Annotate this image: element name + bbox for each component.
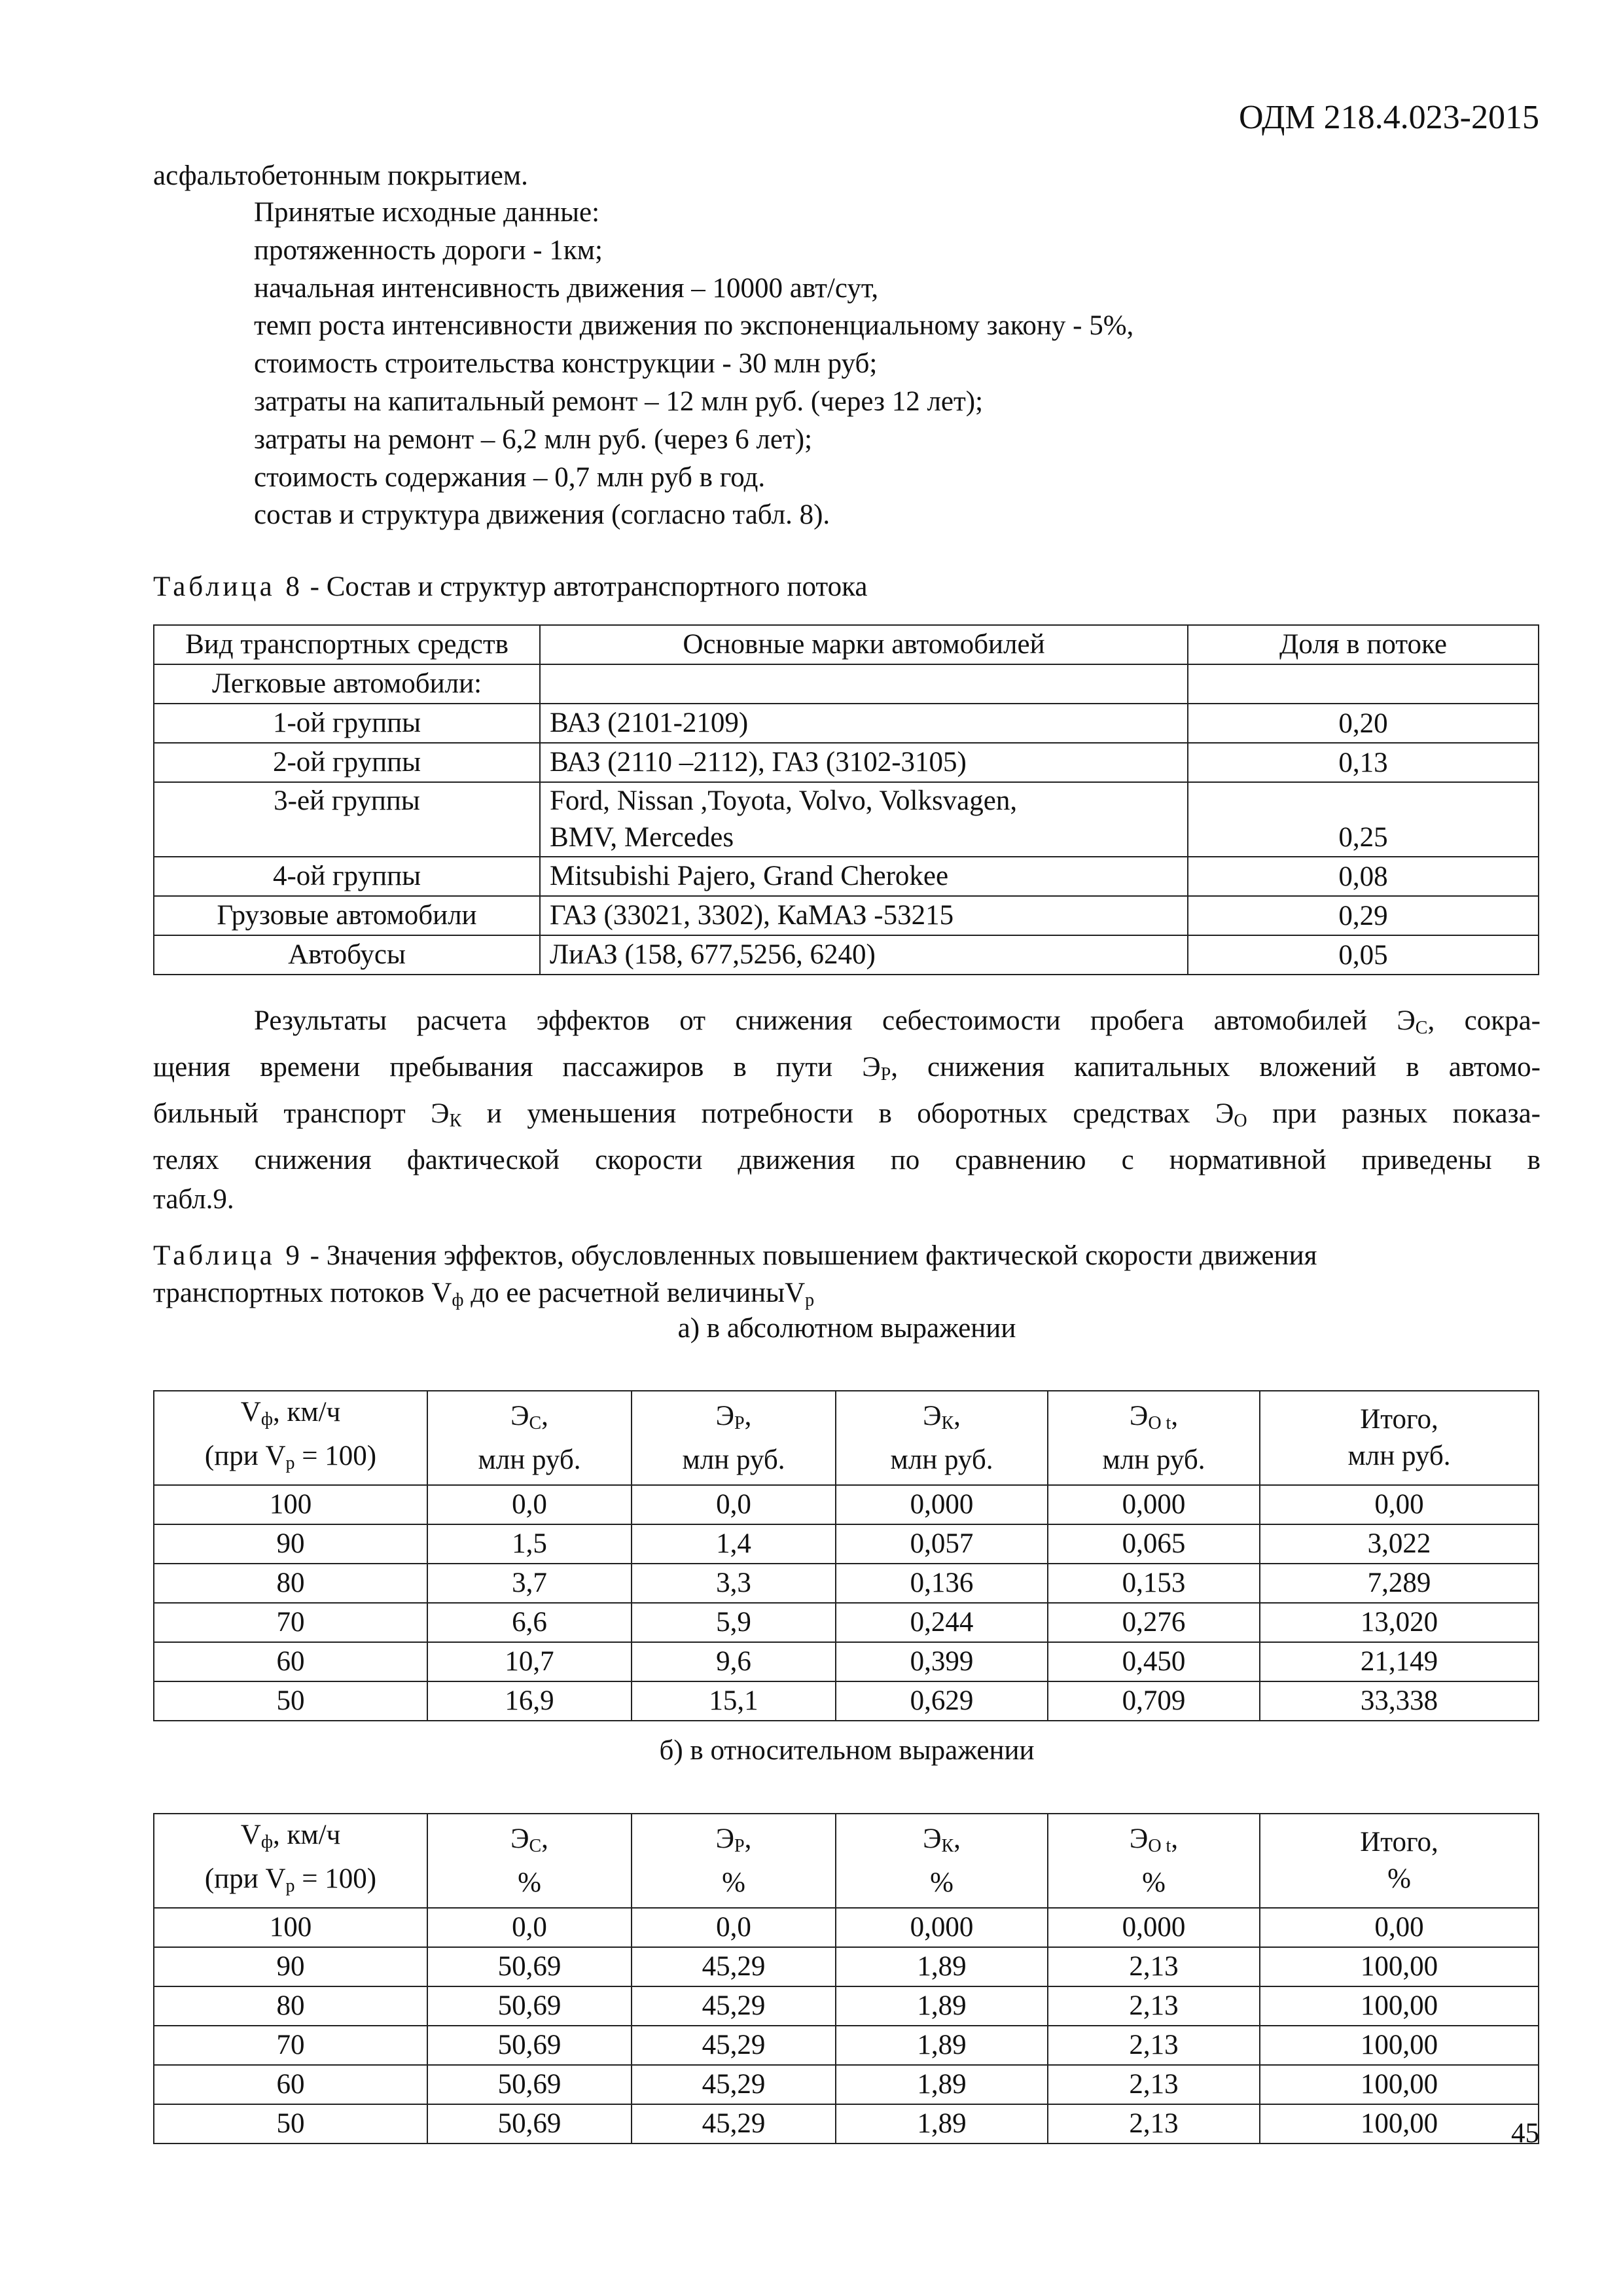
table-cell: 70	[154, 2026, 427, 2065]
initial-data-item: протяженность дороги - 1км;	[254, 234, 603, 266]
document-code: ОДМ 218.4.023-2015	[1239, 99, 1539, 136]
caption-text: до ее расчетной величиныV	[463, 1278, 806, 1308]
table-header-cell	[1260, 1814, 1539, 1908]
table-cell: 100,00	[1260, 2104, 1539, 2144]
table-cell: 0,065	[1048, 1524, 1260, 1564]
table-cell: ГАЗ (33021, 3302), КаМАЗ -53215	[540, 896, 1188, 935]
table-row	[154, 1908, 1539, 1947]
table8	[153, 624, 1539, 975]
table-cell: 70	[154, 1603, 427, 1642]
table-cell: 0,136	[836, 1564, 1048, 1603]
table-cell: 0,08	[1188, 857, 1539, 896]
table-cell: 50	[154, 2104, 427, 2144]
table-cell: 10,7	[427, 1642, 632, 1681]
table-cell: 0,000	[836, 1908, 1048, 1947]
table-row	[154, 1947, 1539, 1986]
table-cell	[1188, 664, 1539, 704]
table-row	[154, 857, 1539, 896]
table-cell: 0,244	[836, 1603, 1048, 1642]
paragraph-text: щения времени пребывания пассажиров в пути Э	[153, 1052, 881, 1083]
table-header-cell: Доля в потоке	[1188, 625, 1539, 664]
header-unit: млн руб.	[890, 1444, 993, 1475]
header-text: Э	[923, 1823, 942, 1854]
table-row	[154, 2104, 1539, 2144]
table-cell: Mitsubishi Pajero, Grand Cherokee	[540, 857, 1188, 896]
subscript: р	[285, 1876, 295, 1896]
table-cell: 2,13	[1048, 2026, 1260, 2065]
table-cell: 45,29	[632, 2065, 836, 2104]
subscript: ф	[260, 1409, 274, 1429]
header-unit: млн руб.	[1347, 1441, 1451, 1471]
subscript: О	[1234, 1111, 1247, 1131]
header-unit: %	[1142, 1867, 1166, 1898]
table-cell: ВАЗ (2101-2109)	[540, 704, 1188, 743]
table-cell-line: 3-ей группы	[274, 785, 420, 816]
table-cell: 0,29	[1188, 896, 1539, 935]
subscript: О t	[1148, 1835, 1171, 1856]
results-paragraph	[153, 1001, 1541, 1219]
subscript: С	[1415, 1018, 1428, 1038]
table-row	[154, 1564, 1539, 1603]
header-text: Э	[715, 1400, 735, 1431]
table-cell: 0,13	[1188, 743, 1539, 782]
table-cell: 0,450	[1048, 1642, 1260, 1681]
table-cell: 0,05	[1188, 935, 1539, 975]
table-cell: 100,00	[1260, 2065, 1539, 2104]
table-cell: 45,29	[632, 1986, 836, 2026]
header-text: Э	[510, 1823, 529, 1854]
table-cell: 50,69	[427, 2065, 632, 2104]
table-header-cell	[427, 1391, 632, 1485]
table-cell	[540, 664, 1188, 704]
paragraph-text: и уменьшения потребности в оборотных средствах Э	[461, 1098, 1234, 1129]
table-cell: 2,13	[1048, 1947, 1260, 1986]
paragraph-line	[153, 1048, 1541, 1094]
table-cell: 0,399	[836, 1642, 1048, 1681]
table-cell: 0,00	[1260, 1485, 1539, 1524]
table-cell: 100,00	[1260, 1947, 1539, 1986]
table-cell: 80	[154, 1564, 427, 1603]
table-header-cell	[632, 1391, 836, 1485]
table-cell: 0,629	[836, 1681, 1048, 1721]
initial-data-list	[254, 194, 1133, 534]
table-cell: 0,153	[1048, 1564, 1260, 1603]
table-cell: 6,6	[427, 1603, 632, 1642]
paragraph-text: бильный транспорт Э	[153, 1098, 450, 1129]
header-unit: млн руб.	[682, 1444, 785, 1475]
table-cell: 4-ой группы	[154, 857, 540, 896]
table-row	[154, 2065, 1539, 2104]
header-unit: млн руб.	[478, 1444, 581, 1475]
table-row	[154, 1485, 1539, 1524]
initial-data-item: состав и структура движения (согласно табл. 8).	[254, 499, 830, 531]
header-text: Э	[715, 1823, 735, 1854]
subscript: С	[529, 1412, 542, 1433]
table-cell: 50,69	[427, 2026, 632, 2065]
table-header-cell	[1260, 1391, 1539, 1485]
table-cell: 1,89	[836, 2065, 1048, 2104]
table-cell: 0,00	[1260, 1908, 1539, 1947]
table9b	[153, 1813, 1539, 2144]
table-cell: 90	[154, 1947, 427, 1986]
table-row	[154, 743, 1539, 782]
table-row	[154, 782, 1539, 857]
table-cell: 0,057	[836, 1524, 1048, 1564]
table-cell: 1,89	[836, 1986, 1048, 2026]
table8-caption-text: - Состав и структур автотранспортного потока	[302, 571, 868, 602]
table-cell: 2,13	[1048, 2104, 1260, 2144]
table-cell: 100	[154, 1485, 427, 1524]
table-cell: 50,69	[427, 2104, 632, 2144]
table-row	[154, 1603, 1539, 1642]
table-cell: 33,338	[1260, 1681, 1539, 1721]
table-cell: 2-ой группы	[154, 743, 540, 782]
table-cell: 7,289	[1260, 1564, 1539, 1603]
table-row	[154, 1642, 1539, 1681]
table-cell: ЛиАЗ (158, 677,5256, 6240)	[540, 935, 1188, 975]
table-cell: 1,4	[632, 1524, 836, 1564]
intro-continuation: асфальтобетонным покрытием.	[153, 160, 528, 191]
subscript: С	[529, 1835, 542, 1856]
header-text: , км/ч	[273, 1397, 341, 1427]
table-cell: 0,276	[1048, 1603, 1260, 1642]
table-cell: 0,0	[427, 1908, 632, 1947]
subscript: Р	[734, 1412, 745, 1433]
table8-header-row	[154, 625, 1539, 664]
table-cell: 60	[154, 2065, 427, 2104]
initial-data-item: стоимость строительства конструкции - 30 млн руб;	[254, 348, 878, 380]
subscript: О t	[1148, 1412, 1171, 1433]
header-unit: %	[518, 1867, 541, 1898]
initial-data-item: затраты на ремонт – 6,2 млн руб. (через 6 лет);	[254, 423, 813, 455]
table-cell	[154, 782, 540, 857]
table9-caption-text: - Значения эффектов, обусловленных повышением фактической скорости движения	[302, 1240, 1317, 1271]
table-cell: 0,000	[1048, 1908, 1260, 1947]
subscript: р	[805, 1290, 815, 1310]
table-cell: 1,5	[427, 1524, 632, 1564]
table-cell: Автобусы	[154, 935, 540, 975]
table-row	[154, 704, 1539, 743]
paragraph-text: , снижения капитальных вложений в автомо-	[891, 1052, 1541, 1083]
table-cell: 60	[154, 1642, 427, 1681]
table-cell-line: Ford, Nissan ,Toyota, Volvo, Volksvagen,	[550, 785, 1018, 816]
table-header-cell	[1048, 1814, 1260, 1908]
header-text: ,	[541, 1823, 548, 1854]
table-cell: 45,29	[632, 2104, 836, 2144]
header-unit: млн руб.	[1102, 1444, 1205, 1475]
table-cell: 21,149	[1260, 1642, 1539, 1681]
table-row	[154, 1524, 1539, 1564]
paragraph-line: табл.9.	[153, 1184, 234, 1215]
table-header-cell	[632, 1814, 836, 1908]
table-cell: ВАЗ (2110 –2112), ГАЗ (3102-3105)	[540, 743, 1188, 782]
paragraph-text: при разных показа-	[1247, 1098, 1541, 1129]
header-text: Итого,	[1360, 1827, 1438, 1857]
table-header-cell	[836, 1391, 1048, 1485]
table-cell: 9,6	[632, 1642, 836, 1681]
header-text: V	[240, 1820, 261, 1850]
header-text: ,	[954, 1400, 961, 1431]
table-cell: 100,00	[1260, 2026, 1539, 2065]
header-text: ,	[744, 1823, 752, 1854]
initial-data-item: Принятые исходные данные:	[254, 197, 600, 228]
table-row	[154, 935, 1539, 975]
table9-caption-line1	[153, 1237, 1317, 1275]
header-text: ,	[954, 1823, 961, 1854]
table9a-title: а) в абсолютном выражении	[677, 1313, 1016, 1344]
table-cell: 2,13	[1048, 2065, 1260, 2104]
header-unit: %	[1387, 1863, 1411, 1894]
table-cell	[540, 782, 1188, 857]
table-cell: 0,000	[836, 1485, 1048, 1524]
header-text: Э	[510, 1400, 529, 1431]
subscript: Р	[734, 1835, 745, 1856]
subscript: Р	[880, 1064, 891, 1085]
header-text: V	[240, 1397, 261, 1427]
table-header-cell	[836, 1814, 1048, 1908]
header-text: Итого,	[1360, 1404, 1438, 1435]
table-cell: 0,709	[1048, 1681, 1260, 1721]
header-text: (при V	[204, 1441, 286, 1471]
table-cell: 16,9	[427, 1681, 632, 1721]
table-cell: 45,29	[632, 2026, 836, 2065]
table-cell: 0,20	[1188, 704, 1539, 743]
table8-caption-label: Таблица 8	[153, 571, 303, 602]
table-row	[154, 1681, 1539, 1721]
caption-text: транспортных потоков V	[153, 1278, 452, 1308]
table-cell: 100	[154, 1908, 427, 1947]
initial-data-item: начальная интенсивность движения – 10000 авт/сут,	[254, 272, 879, 304]
table-header-cell: Основные марки автомобилей	[540, 625, 1188, 664]
table9a	[153, 1390, 1539, 1721]
header-unit: %	[722, 1867, 745, 1898]
header-text: ,	[1171, 1823, 1179, 1854]
table-cell: 1-ой группы	[154, 704, 540, 743]
table-cell: 0,000	[1048, 1485, 1260, 1524]
table9b-header-row	[154, 1814, 1539, 1908]
table-cell: 5,9	[632, 1603, 836, 1642]
header-text: = 100)	[294, 1863, 377, 1894]
header-text: (при V	[204, 1863, 286, 1894]
paragraph-line	[153, 1001, 1541, 1048]
table-cell: 1,89	[836, 2026, 1048, 2065]
table-row	[154, 2026, 1539, 2065]
table9-caption-label: Таблица 9	[153, 1240, 303, 1271]
initial-data-item: стоимость содержания – 0,7 млн руб в год.	[254, 461, 766, 493]
subscript: К	[449, 1111, 462, 1131]
table-cell: 0,0	[427, 1485, 632, 1524]
subscript: К	[941, 1412, 954, 1433]
table-cell: Легковые автомобили:	[154, 664, 540, 704]
header-text: ,	[744, 1400, 752, 1431]
table-cell: 3,022	[1260, 1524, 1539, 1564]
table-cell: 90	[154, 1524, 427, 1564]
table-cell: 50,69	[427, 1947, 632, 1986]
table-cell: 2,13	[1048, 1986, 1260, 2026]
table-cell: 15,1	[632, 1681, 836, 1721]
table-cell: 0,0	[632, 1908, 836, 1947]
header-text: ,	[1171, 1400, 1179, 1431]
table-cell-line: BMV, Mercedes	[550, 822, 734, 853]
table-cell: 45,29	[632, 1947, 836, 1986]
subscript: К	[941, 1835, 954, 1856]
table-header-cell	[154, 1391, 427, 1485]
table-cell: 80	[154, 1986, 427, 2026]
header-text: Э	[1129, 1400, 1149, 1431]
table-header-cell	[154, 1814, 427, 1908]
table-header-cell: Вид транспортных средств	[154, 625, 540, 664]
paragraph-line	[153, 1094, 1541, 1141]
header-text: Э	[1129, 1823, 1149, 1854]
table-row	[154, 1986, 1539, 2026]
table-cell: 1,89	[836, 1947, 1048, 1986]
table-cell: 50	[154, 1681, 427, 1721]
header-text: = 100)	[294, 1441, 377, 1471]
header-text: , км/ч	[273, 1820, 341, 1850]
header-text: Э	[923, 1400, 942, 1431]
initial-data-item: темп роста интенсивности движения по экспоненциальному закону - 5%,	[254, 310, 1134, 342]
header-unit: %	[930, 1867, 954, 1898]
paragraph-text: Результаты расчета эффектов от снижения себестоимости пробега автомобилей Э	[254, 1005, 1416, 1036]
table-cell: 1,89	[836, 2104, 1048, 2144]
table-cell-line: 0,25	[1338, 822, 1388, 853]
subscript: ф	[260, 1832, 274, 1852]
table-cell: Грузовые автомобили	[154, 896, 540, 935]
table9b-title: б) в относительном выражении	[659, 1735, 1035, 1766]
paragraph-text: , сокра-	[1427, 1005, 1541, 1036]
table-cell: 50,69	[427, 1986, 632, 2026]
table-cell: 3,7	[427, 1564, 632, 1603]
header-text: ,	[541, 1400, 548, 1431]
table-cell: 3,3	[632, 1564, 836, 1603]
page-number: 45	[1511, 2118, 1539, 2149]
table-header-cell	[427, 1814, 632, 1908]
table9a-header-row	[154, 1391, 1539, 1485]
paragraph-line: телях снижения фактической скорости движения по сравнению с нормативной приведены в	[153, 1145, 1541, 1175]
table-row	[154, 664, 1539, 704]
subscript: р	[285, 1453, 295, 1473]
table-cell: 100,00	[1260, 1986, 1539, 2026]
table-header-cell	[1048, 1391, 1260, 1485]
table-cell	[1188, 782, 1539, 857]
table-row	[154, 896, 1539, 935]
table8-caption	[153, 568, 867, 606]
table-cell: 13,020	[1260, 1603, 1539, 1642]
subscript: ф	[452, 1290, 464, 1310]
initial-data-item: затраты на капитальный ремонт – 12 млн руб. (через 12 лет);	[254, 386, 984, 417]
table-cell: 0,0	[632, 1485, 836, 1524]
